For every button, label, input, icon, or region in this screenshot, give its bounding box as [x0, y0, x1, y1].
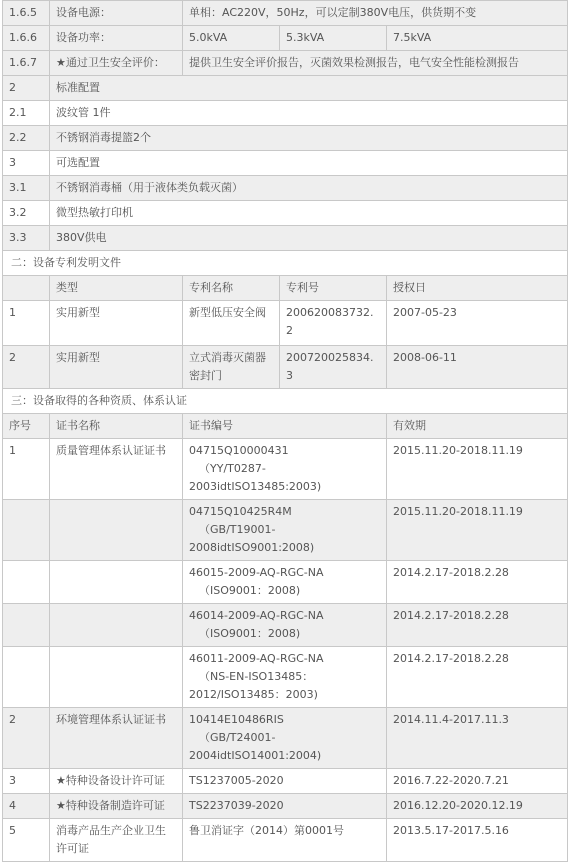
row-number: 1.6.5 — [3, 1, 50, 26]
section-title-row — [3, 389, 568, 414]
row-number: 3.3 — [3, 226, 50, 251]
column-header: 序号 — [3, 414, 50, 439]
certificate-code — [183, 561, 387, 604]
row-label: 设备电源： — [50, 1, 183, 26]
row-number: 1 — [3, 439, 50, 500]
row-text: 可选配置 — [50, 151, 568, 176]
code-line: 鲁卫消证字（2014）第0001号 — [189, 824, 344, 837]
certificate-validity: 2014.11.4-2017.11.3 — [387, 708, 568, 769]
code-line: TS1237005-2020 — [189, 774, 284, 787]
certificate-name — [50, 647, 183, 708]
column-header: 证书编号 — [183, 414, 387, 439]
row-text: 标准配置 — [50, 76, 568, 101]
row-number: 1.6.6 — [3, 26, 50, 51]
certificate-row — [3, 769, 568, 794]
certificate-validity: 2015.11.20-2018.11.19 — [387, 500, 568, 561]
config-row — [3, 101, 568, 126]
row-number: 4 — [3, 794, 50, 819]
certificate-validity: 2014.2.17-2018.2.28 — [387, 561, 568, 604]
certificate-row — [3, 794, 568, 819]
certificate-validity: 2013.5.17-2017.5.16 — [387, 819, 568, 862]
certificate-name: 环境管理体系认证证书 — [50, 708, 183, 769]
patent-date: 2008-06-11 — [387, 346, 568, 389]
row-text: 不锈钢消毒提篮2个 — [50, 126, 568, 151]
config-row — [3, 151, 568, 176]
certificate-validity: 2014.2.17-2018.2.28 — [387, 647, 568, 708]
certificate-row — [3, 819, 568, 862]
power-value: 5.0kVA — [183, 26, 280, 51]
spec-row — [3, 26, 568, 51]
code-line: 46015-2009-AQ-RGC-NA — [189, 566, 324, 579]
certificate-validity: 2015.11.20-2018.11.19 — [387, 439, 568, 500]
certificate-code — [183, 769, 387, 794]
config-row — [3, 76, 568, 101]
code-line: TS2237039-2020 — [189, 799, 284, 812]
certificate-row — [3, 561, 568, 604]
patent-name: 新型低压安全阀 — [183, 301, 280, 346]
certificate-name — [50, 604, 183, 647]
spec-table — [2, 0, 568, 862]
patents-section-title: 二：设备专利发明文件 — [3, 251, 568, 276]
patent-row — [3, 346, 568, 389]
power-value: 7.5kVA — [387, 26, 568, 51]
certificate-validity: 2016.12.20-2020.12.19 — [387, 794, 568, 819]
patent-type: 实用新型 — [50, 346, 183, 389]
code-line: 10414E10486RIS — [189, 713, 284, 726]
certificate-code — [183, 819, 387, 862]
code-line: 46011-2009-AQ-RGC-NA — [189, 652, 324, 665]
row-text: 不锈钢消毒桶（用于液体类负载灭菌） — [50, 176, 568, 201]
row-number — [3, 561, 50, 604]
certificate-row — [3, 708, 568, 769]
code-line: 04715Q10000431 — [189, 444, 289, 457]
row-number: 2.2 — [3, 126, 50, 151]
row-number: 1.6.7 — [3, 51, 50, 76]
column-header: 类型 — [50, 276, 183, 301]
patent-row — [3, 301, 568, 346]
column-header: 专利号 — [280, 276, 387, 301]
row-number — [3, 604, 50, 647]
row-number — [3, 647, 50, 708]
certificate-code — [183, 794, 387, 819]
certificate-validity: 2014.2.17-2018.2.28 — [387, 604, 568, 647]
certificate-code — [183, 647, 387, 708]
certificate-code — [183, 708, 387, 769]
row-number: 3 — [3, 151, 50, 176]
row-number: 2.1 — [3, 101, 50, 126]
spec-row — [3, 1, 568, 26]
row-number: 1 — [3, 301, 50, 346]
certificate-code — [183, 604, 387, 647]
row-number: 3.2 — [3, 201, 50, 226]
patent-name: 立式消毒灭菌器密封门 — [183, 346, 280, 389]
row-label: 设备功率： — [50, 26, 183, 51]
row-number: 5 — [3, 819, 50, 862]
certificates-header-row — [3, 414, 568, 439]
spec-row — [3, 51, 568, 76]
row-text: 波纹管 1件 — [50, 101, 568, 126]
certificate-validity: 2016.7.22-2020.7.21 — [387, 769, 568, 794]
certificate-name: ★特种设备制造许可证 — [50, 794, 183, 819]
power-value: 5.3kVA — [280, 26, 387, 51]
code-line: 2003idtISO13485:2003) — [189, 480, 322, 493]
certificate-code — [183, 439, 387, 500]
column-header: 专利名称 — [183, 276, 280, 301]
certificate-name: 消毒产品生产企业卫生许可证 — [50, 819, 183, 862]
certificate-name: ★特种设备设计许可证 — [50, 769, 183, 794]
section-title-row — [3, 251, 568, 276]
patent-number: 200620083732.2 — [280, 301, 387, 346]
code-line: （ISO9001：2008) — [199, 584, 301, 597]
code-line: （GB/T24001- — [199, 731, 276, 744]
row-number: 2 — [3, 76, 50, 101]
row-number: 2 — [3, 708, 50, 769]
certificate-name — [50, 500, 183, 561]
code-line: （GB/T19001- — [199, 523, 276, 536]
column-header — [3, 276, 50, 301]
certificates-section-title: 三：设备取得的各种资质、体系认证 — [3, 389, 568, 414]
row-number: 3 — [3, 769, 50, 794]
patent-type: 实用新型 — [50, 301, 183, 346]
column-header: 授权日 — [387, 276, 568, 301]
patent-date: 2007-05-23 — [387, 301, 568, 346]
row-number — [3, 500, 50, 561]
config-row — [3, 226, 568, 251]
certificate-row — [3, 500, 568, 561]
certificate-row — [3, 647, 568, 708]
code-line: 04715Q10425R4M — [189, 505, 292, 518]
code-line: 2008idtISO9001:2008) — [189, 541, 315, 554]
config-row — [3, 176, 568, 201]
patents-header-row — [3, 276, 568, 301]
certificate-code — [183, 500, 387, 561]
certificate-row — [3, 604, 568, 647]
code-line: 2012/ISO13485：2003) — [189, 688, 318, 701]
code-line: （NS-EN-ISO13485： — [199, 670, 314, 683]
row-label: ★通过卫生安全评价： — [50, 51, 183, 76]
row-value: 提供卫生安全评价报告，灭菌效果检测报告，电气安全性能检测报告 — [183, 51, 568, 76]
config-row — [3, 126, 568, 151]
patent-number: 200720025834.3 — [280, 346, 387, 389]
certificate-row — [3, 439, 568, 500]
config-row — [3, 201, 568, 226]
row-text: 380V供电 — [50, 226, 568, 251]
code-line: （YY/T0287- — [199, 462, 266, 475]
row-number: 2 — [3, 346, 50, 389]
row-number: 3.1 — [3, 176, 50, 201]
code-line: 46014-2009-AQ-RGC-NA — [189, 609, 324, 622]
column-header: 证书名称 — [50, 414, 183, 439]
column-header: 有效期 — [387, 414, 568, 439]
row-value: 单相：AC220V，50Hz，可以定制380V电压，供货期不变 — [183, 1, 568, 26]
certificate-name — [50, 561, 183, 604]
row-text: 微型热敏打印机 — [50, 201, 568, 226]
code-line: （ISO9001：2008) — [199, 627, 301, 640]
code-line: 2004idtISO14001:2004) — [189, 749, 322, 762]
certificate-name: 质量管理体系认证证书 — [50, 439, 183, 500]
